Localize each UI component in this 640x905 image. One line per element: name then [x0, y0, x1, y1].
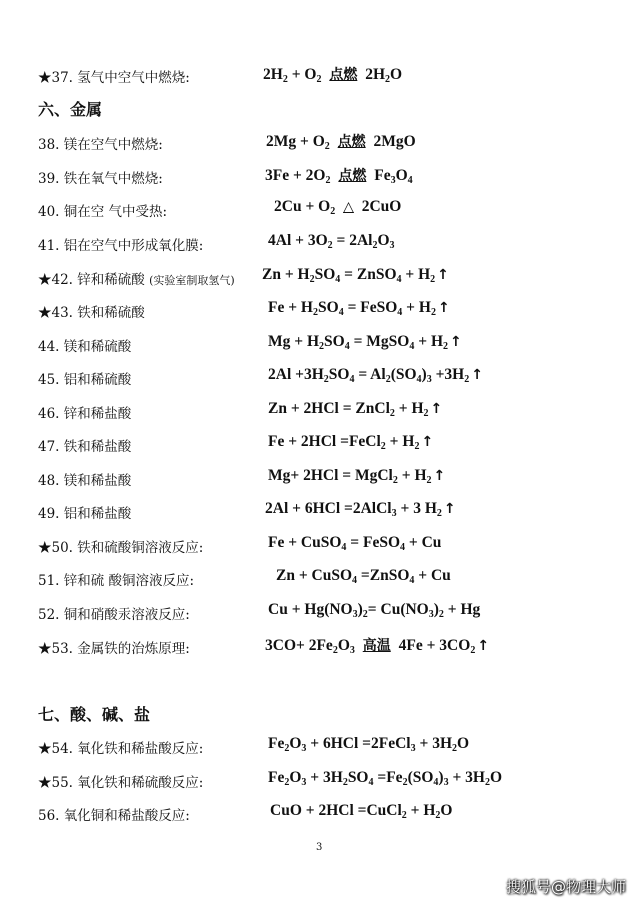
reaction-label: 48. 镁和稀盐酸: [38, 473, 132, 489]
chemical-equation: $2Mg + O_2$ 点燃 2MgO: [266, 133, 416, 152]
chemical-equation: $Fe + H_2SO_4$ = FeSO$_4$ + $H_2$ ↑: [268, 299, 450, 318]
watermark: 搜狐号@物理大师: [505, 878, 626, 896]
chemical-equation: $3Fe + 2O_2$ 点燃 $Fe_3O_4$: [265, 167, 413, 186]
chemical-equation: $Zn + H_2SO_4$ = ZnSO$_4$ + $H_2$ ↑: [262, 266, 449, 285]
equation-row: [0, 232, 640, 262]
chemical-equation: $4Al + 3O_2 = 2Al_2O_3$: [268, 232, 395, 251]
chemical-equation: Zn + 2HCl = ZnCl$_2$ + $H_2$ ↑: [268, 400, 443, 419]
reaction-label: 38. 镁在空气中燃烧:: [38, 137, 163, 153]
chemical-equation: Fe + 2HCl =FeCl$_2$ + $H_2$ ↑: [268, 433, 434, 452]
equation-row: [0, 769, 640, 799]
chemical-equation: Mg+ 2HCl = MgCl$_2$ + $H_2$ ↑: [268, 467, 446, 486]
equation-row: [0, 165, 640, 195]
page-number: 3: [316, 842, 323, 853]
equation-row: [0, 333, 640, 363]
reaction-label: ★50. 铁和硫酸铜溶液反应:: [38, 540, 204, 556]
chemical-equation: $Cu + Hg(NO_3)_2= Cu(NO_3)_2 + Hg$: [268, 601, 481, 620]
equation-row: [0, 366, 640, 396]
reaction-label: 40. 铜在空 气中受热:: [38, 204, 168, 220]
section-heading-acid-base-salt: 七、酸、碱、盐: [38, 705, 151, 724]
chemical-equation: $3CO+ 2Fe_2O_3$ 高温 $4Fe + 3CO_2$ ↑: [265, 637, 490, 656]
reaction-label: 47. 铁和稀盐酸: [38, 439, 132, 455]
reaction-label: 49. 铝和稀盐酸: [38, 506, 132, 522]
reaction-label: 51. 锌和硫 酸铜溶液反应:: [38, 573, 195, 589]
chemical-equation: $2Al +3H_2SO_4 = Al_2(SO_4)_3 +3H_2$ ↑: [268, 366, 483, 385]
reaction-label: ★37. 氢气中空气中燃烧:: [38, 70, 190, 86]
equation-row: [0, 64, 640, 94]
equation-row: [0, 500, 640, 530]
equation-row: [0, 198, 640, 228]
reaction-label: 46. 锌和稀盐酸: [38, 406, 132, 422]
equation-row: [0, 400, 640, 430]
chemical-equation: $2H_2 + O_2$ 点燃 $2H_2O$: [263, 66, 403, 85]
equation-row: [0, 266, 640, 296]
equation-row: [0, 601, 640, 631]
chemical-equation: 2Al + 6HCl =2AlCl$_3$ + 3 $H_2$ ↑: [265, 500, 456, 519]
equation-row: [0, 802, 640, 832]
reaction-label: 45. 铝和稀硫酸: [38, 372, 132, 388]
chemical-equation: $Fe_2O_3 + 6HCl$ =2FeCl$_3$ + $3H_2O$: [268, 735, 470, 754]
chemical-equation: $Mg + H_2SO_4$ = MgSO$_4$ + $H_2$ ↑: [268, 333, 462, 352]
reaction-label: 41. 铝在空气中形成氧化膜:: [38, 238, 204, 254]
chemical-equation: Fe + CuSO$_4$ = FeSO$_4$ + Cu: [268, 534, 442, 553]
reaction-label: ★54. 氧化铁和稀盐酸反应:: [38, 741, 204, 757]
reaction-label: 56. 氧化铜和稀盐酸反应:: [38, 808, 190, 824]
chemical-equation: $2Cu + O_2$ △ 2CuO: [274, 198, 402, 217]
reaction-label: ★55. 氧化铁和稀硫酸反应:: [38, 775, 204, 791]
reaction-label: 44. 镁和稀硫酸: [38, 339, 132, 355]
section-heading-metals: 六、金属: [38, 100, 103, 119]
equation-row: [0, 567, 640, 597]
reaction-label: 39. 铁在氧气中燃烧:: [38, 171, 163, 187]
equation-row: [0, 433, 640, 463]
chemical-equation: $Fe_2O_3 + 3H_2SO_4 =Fe_2(SO_4)_3 + 3H_2O$: [268, 769, 503, 788]
equation-row: [0, 467, 640, 497]
equation-row: [0, 635, 640, 665]
reaction-label: 52. 铜和硝酸汞溶液反应:: [38, 607, 190, 623]
equation-row: [0, 735, 640, 765]
equation-row: [0, 534, 640, 564]
equation-row: [0, 131, 640, 161]
chemical-equation: CuO + 2HCl =CuCl$_2$ + $H_2O$: [270, 802, 453, 821]
chemical-equation: Zn + CuSO$_4$ =ZnSO$_4$ + Cu: [276, 567, 451, 586]
equation-row: [0, 299, 640, 329]
reaction-label: ★53. 金属铁的治炼原理:: [38, 641, 190, 657]
reaction-label: ★42. 锌和稀硫酸 (实验室制取氢气): [38, 272, 235, 288]
reaction-label: ★43. 铁和稀硫酸: [38, 305, 145, 321]
